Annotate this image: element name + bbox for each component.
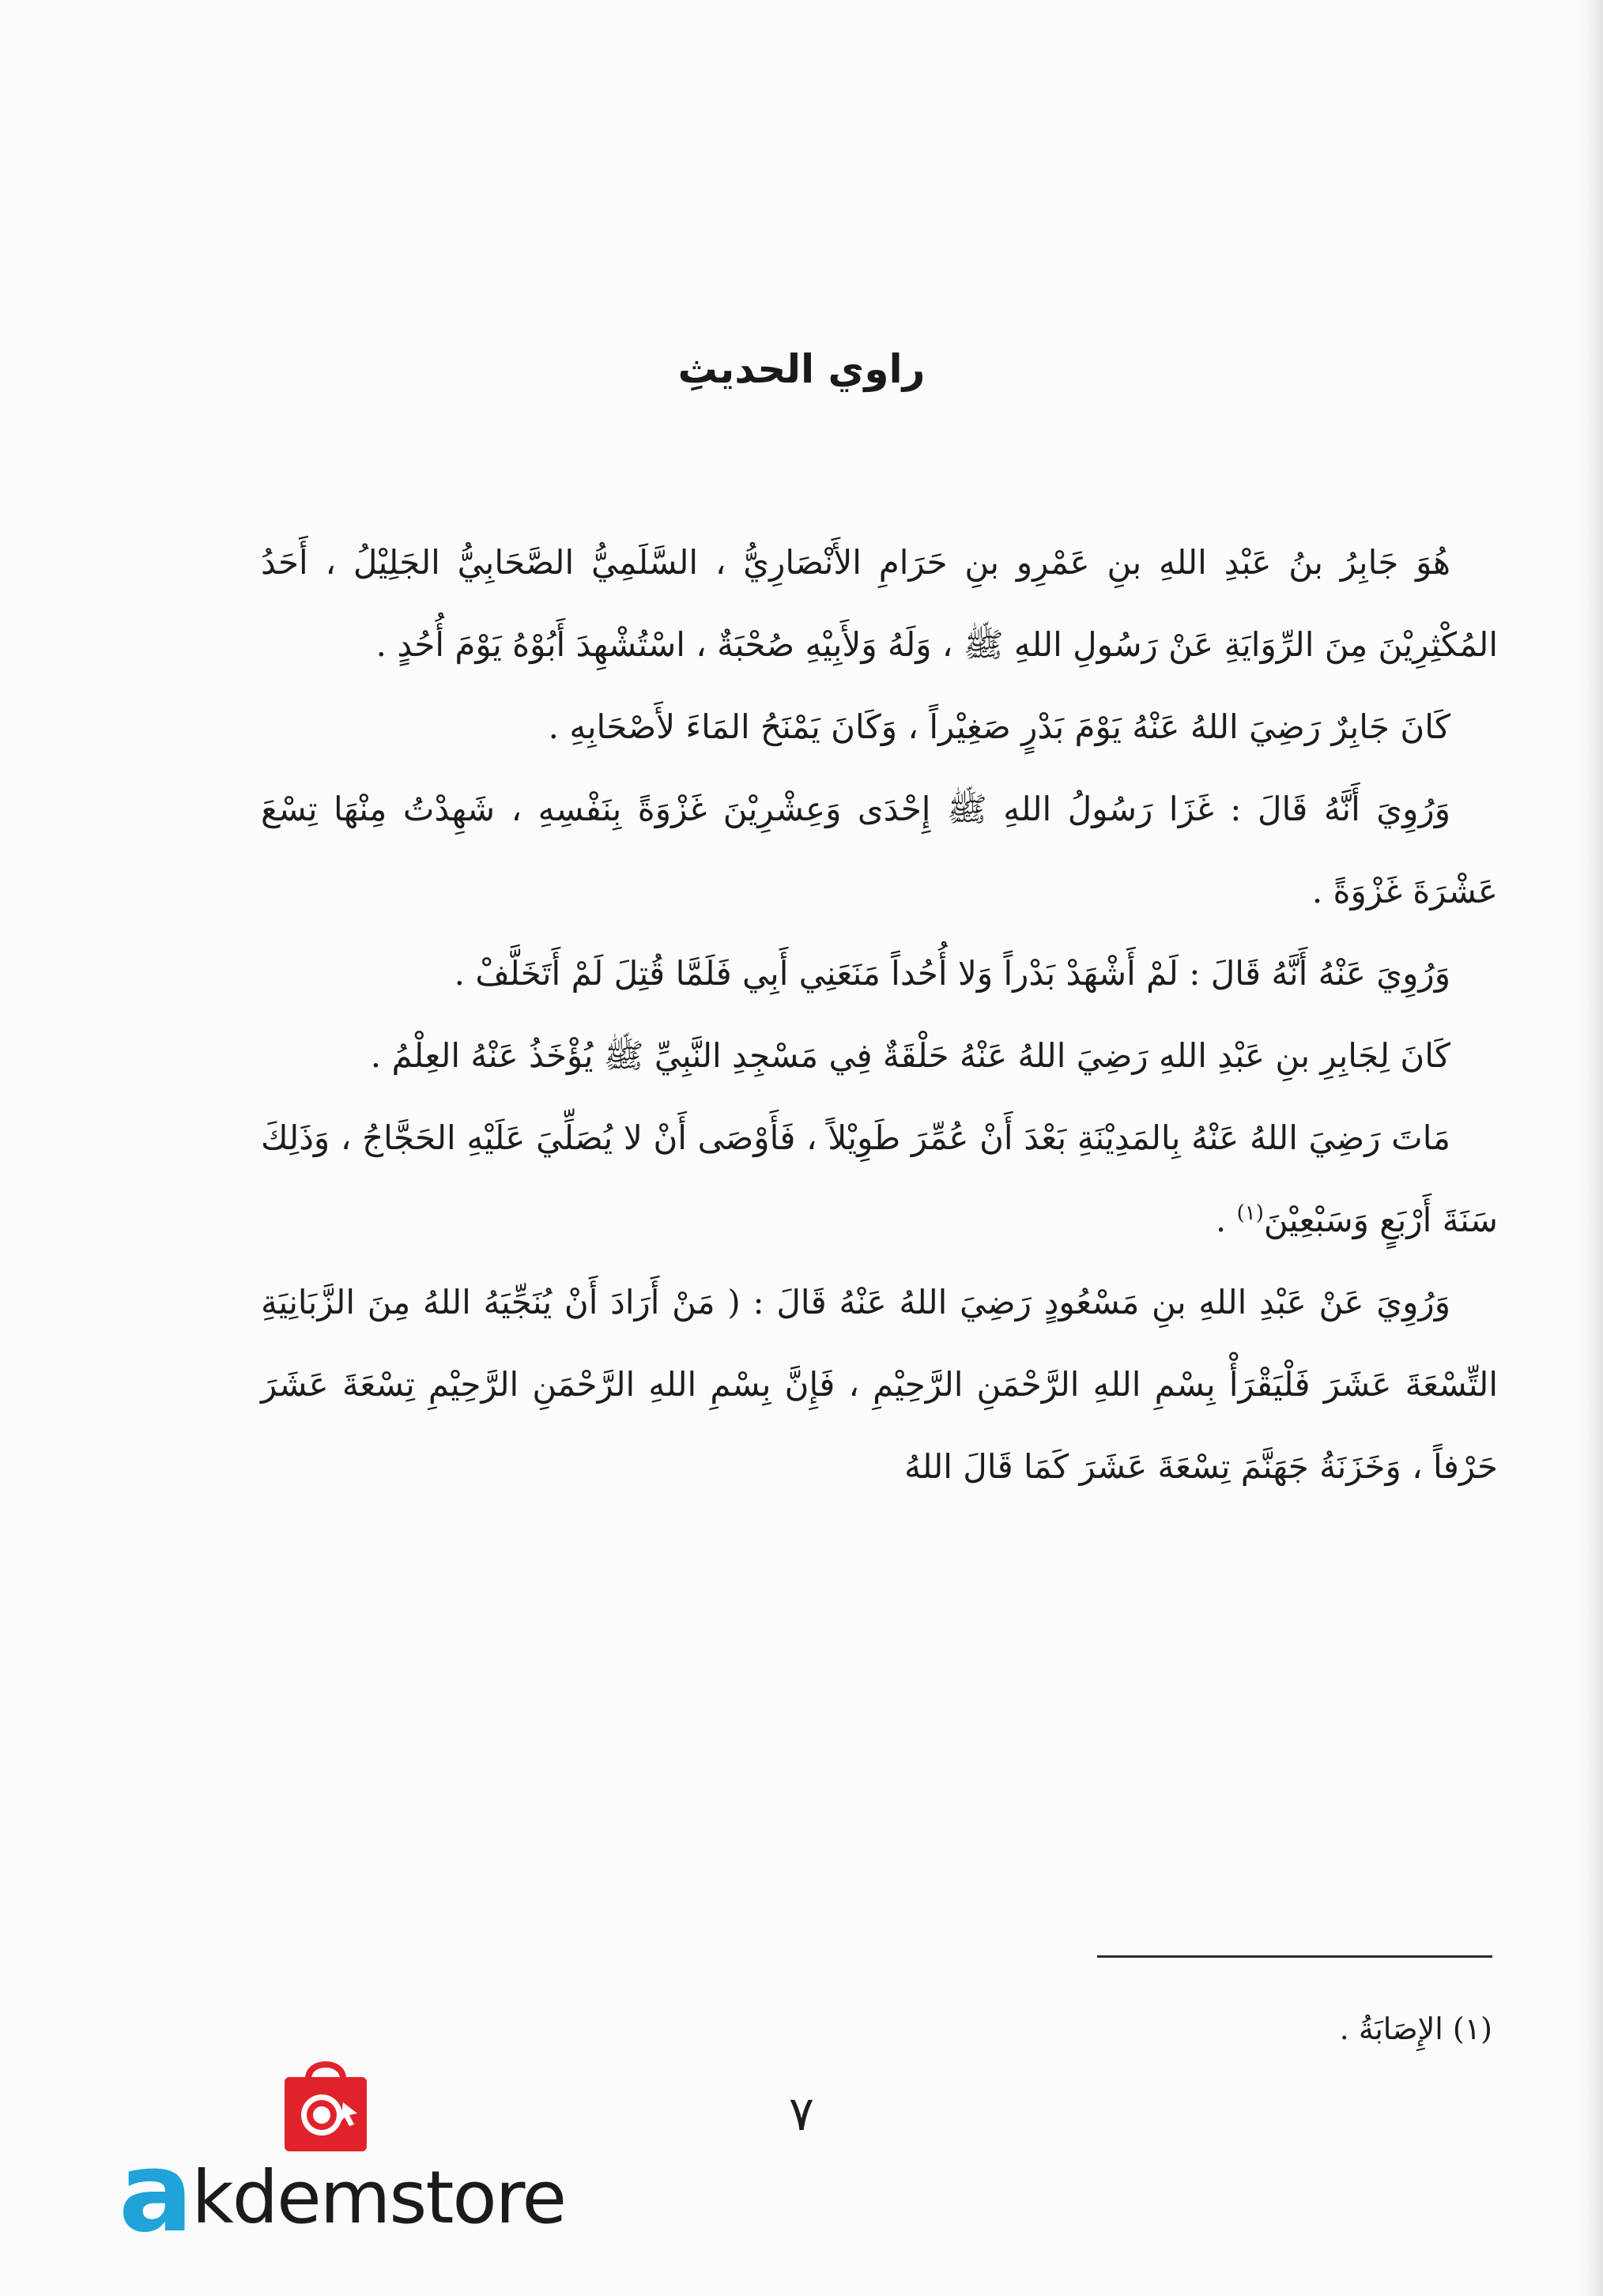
page-binding-edge — [1576, 0, 1603, 2296]
brand-logo — [119, 2128, 566, 2257]
paragraph: هُوَ جَابِرُ بنُ عَبْدِ اللهِ بنِ عَمْرِو بنِ حَرَامِ الأَنْصَارِيُّ ، السَّلَمِيُّ الصَّحَابِيُّ الجَلِيْلُ ، أَحَدُ المُكْثِرِيْنَ مِنَ الرِّوَايَةِ عَنْ رَسُولِ اللهِ ﷺ ، وَلَهُ وَلأَبِيْهِ صُحْبَةٌ ، اسْتُشْهِدَ أَبُوْهُ يَوْمَ أُحُدٍ . — [261, 543, 1498, 664]
brand-logo-name: kdemstore — [191, 2155, 566, 2240]
footnote-reference: (١) — [1236, 1201, 1264, 1225]
paragraph: وَرُوِيَ عَنْ عَبْدِ اللهِ بنِ مَسْعُودٍ رَضِيَ اللهُ عَنْهُ قَالَ : ( مَنْ أَرَادَ أَنْ يُنَجِّيَهُ اللهُ مِنَ الزَّبَانِيَةِ التِّسْعَةَ عَشَرَ فَلْيَقْرَأْ بِسْمِ اللهِ الرَّحْمَنِ الرَّحِيْمِ ، فَإِنَّ بِسْمِ اللهِ الرَّحْمَنِ الرَّحِيْمِ تِسْعَةَ عَشَرَ حَرْفاً ، وَخَزَنَةُ جَهَنَّمَ تِسْعَةَ عَشَرَ كَمَا قَالَ اللهُ — [261, 1283, 1498, 1486]
paragraph-text: مَاتَ رَضِيَ اللهُ عَنْهُ بِالمَدِيْنَةِ بَعْدَ أَنْ عُمِّرَ طَوِيْلاً ، فَأَوْصَى أَنْ لا يُصَلِّيَ عَلَيْهِ الحَجَّاجُ ، وَذَلِكَ سَنَةَ أَرْبَعٍ وَسَبْعِيْنَ — [261, 1118, 1498, 1239]
page-number: ٧ — [788, 2087, 815, 2142]
section-title: راوي الحديثِ — [677, 346, 926, 392]
body-text — [261, 522, 1498, 1508]
paragraph: وَرُوِيَ عَنْهُ أَنَّهُ قَالَ : لَمْ أَشْهَدْ بَدْراً وَلا أُحُداً مَنَعَنِي أَبِي فَلَمَّا قُتِلَ لَمْ أَتَخَلَّفْ . — [454, 954, 1450, 993]
paragraph: كَانَ لِجَابِرِ بنِ عَبْدِ اللهِ رَضِيَ اللهُ عَنْهُ حَلْقَةٌ فِي مَسْجِدِ النَّبِيِّ ﷺ يُؤْخَذُ عَنْهُ العِلْمُ . — [370, 1036, 1450, 1075]
shopping-bag-icon — [278, 2055, 373, 2154]
paragraph-with-footnote — [261, 1097, 1498, 1261]
footnote-separator — [1097, 1955, 1492, 1958]
footnote: (١) الإِصَابَةُ . — [1339, 2011, 1492, 2046]
paragraph: وَرُوِيَ أَنَّهُ قَالَ : غَزَا رَسُولُ اللهِ ﷺ إِحْدَى وَعِشْرِيْنَ غَزْوَةً بِنَفْسِهِ ، شَهِدْتُ مِنْهَا تِسْعَ عَشْرَةَ غَزْوَةً . — [261, 790, 1498, 910]
sentence-end: . — [1215, 1201, 1237, 1239]
brand-logo-letter: a — [119, 2128, 192, 2257]
paragraph: كَانَ جَابِرٌ رَضِيَ اللهُ عَنْهُ يَوْمَ بَدْرٍ صَغِيْراً ، وَكَانَ يَمْنَحُ المَاءَ لأَصْحَابِهِ . — [548, 707, 1450, 746]
